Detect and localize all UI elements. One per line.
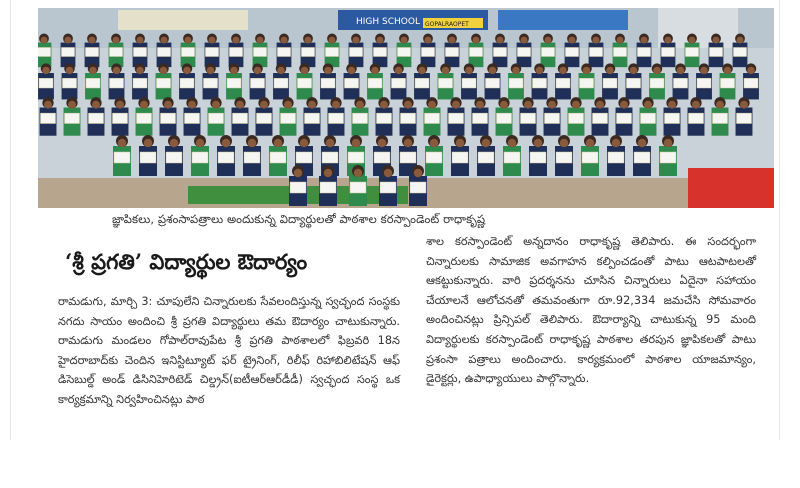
banner-subtext: GOPALRAOPET [425,21,469,28]
student-face [183,67,190,74]
certificate [109,78,123,88]
student-face [664,139,672,147]
student-face [713,37,720,44]
student-face [308,101,316,109]
certificate [39,78,53,88]
student-face [254,67,261,74]
student-face [348,67,355,74]
student-face [521,37,528,44]
certificate [348,152,364,163]
certificate [688,113,703,123]
certificate [478,152,494,163]
student-face [332,101,340,109]
student-face [353,37,360,44]
student-face [196,139,204,147]
certificate [301,47,314,56]
certificate [603,78,617,88]
certificate [350,182,366,193]
certificate [85,47,98,56]
certificate [290,182,306,193]
certificate [421,47,434,56]
certificate [109,47,122,56]
certificate [613,47,626,56]
student-face [560,139,568,147]
certificate [685,47,698,56]
certificate [589,47,602,56]
student-face [161,37,168,44]
certificate [736,113,751,123]
certificate [232,113,247,123]
certificate [62,78,76,88]
certificate [565,47,578,56]
student-face [482,139,490,147]
certificate [517,47,530,56]
certificate [38,47,51,56]
student-face [747,67,754,74]
certificate [452,152,468,163]
student-face [401,37,408,44]
certificate [509,78,523,88]
student-face [160,67,167,74]
student-face [524,101,532,109]
student-face [89,37,96,44]
certificate [472,113,487,123]
certificate [88,113,103,123]
certificate [181,47,194,56]
certificate [485,78,499,88]
certificate [661,47,674,56]
certificate [296,152,312,163]
certificate [445,47,458,56]
certificate [400,113,415,123]
student-face [305,37,312,44]
certificate [556,152,572,163]
certificate [256,113,271,123]
certificate [373,47,386,56]
student-face [277,67,284,74]
certificate [160,113,175,123]
student-face [65,37,72,44]
certificate [616,113,631,123]
student-face [644,101,652,109]
certificate [297,78,311,88]
certificate [229,47,242,56]
certificate [664,113,679,123]
student-face [545,37,552,44]
certificate [541,47,554,56]
student-face [230,67,237,74]
student-face [41,37,48,44]
student-face [414,169,422,177]
student-face [207,67,214,74]
certificate [637,47,650,56]
student-face [596,101,604,109]
student-face [500,101,508,109]
student-face [586,139,594,147]
certificate [697,78,711,88]
student-face [606,67,613,74]
student-face [274,139,282,147]
certificate [424,113,439,123]
certificate [720,78,734,88]
student-face [668,101,676,109]
certificate [203,78,217,88]
certificate [136,113,151,123]
student-face [144,139,152,147]
student-face [430,139,438,147]
column-rule-right [779,0,780,440]
student-face [212,101,220,109]
photo-caption: జ్ఞాపికలు, ప్రశంసాపత్రాలు అందుకున్న విద్యార్థులతో పాఠశాల కరస్పాండెంట్ రాధాకృష్ణ [112,212,486,226]
certificate [568,113,583,123]
student-face [118,139,126,147]
student-face [380,101,388,109]
certificate [86,78,100,88]
certificate [530,152,546,163]
certificate [556,78,570,88]
student-face [617,37,624,44]
certificate [277,47,290,56]
student-face [620,101,628,109]
certificate [166,152,182,163]
certificate [349,47,362,56]
student-face [465,67,472,74]
student-face [185,37,192,44]
student-face [404,101,412,109]
certificate [208,113,223,123]
certificate [376,113,391,123]
student-face [188,101,196,109]
student-face [534,139,542,147]
certificate [325,47,338,56]
student-face [418,67,425,74]
certificate [532,78,546,88]
banner-text: HIGH SCHOOL [356,17,420,27]
certificate [64,113,79,123]
student-face [324,169,332,177]
certificate [352,113,367,123]
column-rule-left [10,0,11,440]
student-face [665,37,672,44]
certificate [520,113,535,123]
certificate [438,78,452,88]
student-face [425,37,432,44]
certificate [462,78,476,88]
student-face [236,101,244,109]
certificate [733,47,746,56]
certificate [218,152,234,163]
certificate [320,182,336,193]
student-face [284,101,292,109]
student-face [548,101,556,109]
certificate [156,78,170,88]
certificate [709,47,722,56]
certificate [321,78,335,88]
article-body-right [426,232,756,389]
certificate [270,152,286,163]
student-face [300,139,308,147]
certificate [469,47,482,56]
certificate [579,78,593,88]
student-face [442,67,449,74]
student-face [476,101,484,109]
student-face [572,101,580,109]
student-face [536,67,543,74]
student-face [497,37,504,44]
student-face [653,67,660,74]
certificate [410,182,426,193]
student-face [583,67,590,74]
student-face [326,139,334,147]
certificate [157,47,170,56]
certificate [426,152,442,163]
article-body-left [58,292,400,410]
student-face [113,37,120,44]
student-face [449,37,456,44]
certificate [493,47,506,56]
student-face [222,139,230,147]
certificate [496,113,511,123]
student-face [630,67,637,74]
article-headline: ‘శ్రీ ప్రగతి’ విద్యార్థుల ఔదార్యం [65,249,308,274]
certificate [380,182,396,193]
student-face [233,37,240,44]
student-face [404,139,412,147]
student-face [508,139,516,147]
student-face [356,101,364,109]
certificate [227,78,241,88]
certificate [40,113,55,123]
certificate [415,78,429,88]
certificate [634,152,650,163]
certificate [114,152,130,163]
certificate [650,78,664,88]
student-face [89,67,96,74]
student-face [257,37,264,44]
student-face [44,101,52,109]
student-face [737,37,744,44]
certificate [374,152,390,163]
certificate [112,113,127,123]
student-face [384,169,392,177]
student-face [281,37,288,44]
certificate [397,47,410,56]
certificate [744,78,758,88]
student-face [716,101,724,109]
certificate [608,152,624,163]
certificate [253,47,266,56]
certificate [504,152,520,163]
student-face [116,101,124,109]
student-face [641,37,648,44]
certificate [280,113,295,123]
certificate [368,78,382,88]
student-face [559,67,566,74]
student-face [371,67,378,74]
student-face [136,67,143,74]
certificate [180,78,194,88]
student-face [377,37,384,44]
student-face [209,37,216,44]
student-face [42,67,49,74]
certificate [391,78,405,88]
certificate [184,113,199,123]
student-face [700,67,707,74]
student-face [456,139,464,147]
student-face [692,101,700,109]
student-face [164,101,172,109]
certificate [626,78,640,88]
body-paragraph: శాల కరస్పాండెంట్ అన్నదానం రాధాకృష్ణ తెలిపారు. ఈ సందర్భంగా చిన్నారులకు సామాజిక అవగాహన కల్పించడంతో పాటు ఆటపాటలతో ఆకట్టుకున్నారు. వారి ప్రదర్శనను చూసిన చిన్నారులు ఏదైనా సహాయం చేయాలనే ఆలోచనతో తమవంతుగా రూ.92,334 జమచేసి సోమవారం అందించినట్లు ప్రిన్సిపల్ తెలిపారు. ఔదార్యాన్ని చాటుకున్న 95 మంది విద్యార్థులకు కరస్పాండెంట్ రాధాకృష్ణ పాఠశాల తరపున జ్ఞాపికలతో పాటు ప్రశంసా పత్రాలు అందించారు. కార్యక్రమంలో పాఠశాల యాజమాన్యం, డైరెక్టర్లు, ఉపాధ్యాయులు పాల్గొన్నారు. [426,235,756,386]
student-face [638,139,646,147]
certificate [592,113,607,123]
student-face [137,37,144,44]
student-face [740,101,748,109]
certificate [660,152,676,163]
certificate [304,113,319,123]
certificate [640,113,655,123]
student-face [354,169,362,177]
certificate [192,152,208,163]
student-face [378,139,386,147]
certificate [400,152,416,163]
student-face [569,37,576,44]
certificate [140,152,156,163]
student-face [352,139,360,147]
certificate [673,78,687,88]
certificate [244,152,260,163]
student-face [324,67,331,74]
student-face [593,37,600,44]
group-photo [38,8,774,208]
student-face [294,169,302,177]
student-face [66,67,73,74]
student-face [395,67,402,74]
certificate [712,113,727,123]
student-face [489,67,496,74]
student-face [612,139,620,147]
certificate [582,152,598,163]
student-face [428,101,436,109]
student-face [68,101,76,109]
student-face [140,101,148,109]
certificate [274,78,288,88]
certificate [544,113,559,123]
student-face [689,37,696,44]
student-face [248,139,256,147]
student-face [92,101,100,109]
student-face [677,67,684,74]
student-face [724,67,731,74]
student-face [329,37,336,44]
student-face [170,139,178,147]
student-face [473,37,480,44]
student-face [301,67,308,74]
student-face [452,101,460,109]
student-face [260,101,268,109]
certificate [328,113,343,123]
certificate [205,47,218,56]
certificate [133,47,146,56]
certificate [322,152,338,163]
certificate [250,78,264,88]
certificate [344,78,358,88]
student-face [113,67,120,74]
certificate [448,113,463,123]
body-paragraph: రామడుగు, మార్చి 3: చూపులేని చిన్నారులకు సేవలందిస్తున్న స్వచ్ఛంద సంస్థకు నగదు సాయం అందించి శ్రీ ప్రగతి విద్యార్థులు తమ ఔదార్యం చాటుకున్నారు. రామడుగు మండలం గోపాల్‌రావుపేట శ్రీ ప్రగతి పాఠశాలలో ఫిబ్రవరి 18న హైదరాబాద్‌కు చెందిన ఇనిస్టిట్యూట్ ఫర్ ట్రైనింగ్, రిలీఫ్ రిహాబిలిటేషన్ ఆఫ్ డిసెబుల్డ్ అండ్ డిసినిహెరిటెడ్ చిల్డ్రన్(ఐటీఆర్ఆర్‌డీడీ) స్వచ్ఛంద సంస్థ ఒక కార్యక్రమాన్ని నిర్వహించినట్లు పాఠ [58,295,400,406]
certificate [61,47,74,56]
certificate [133,78,147,88]
student-face [512,67,519,74]
